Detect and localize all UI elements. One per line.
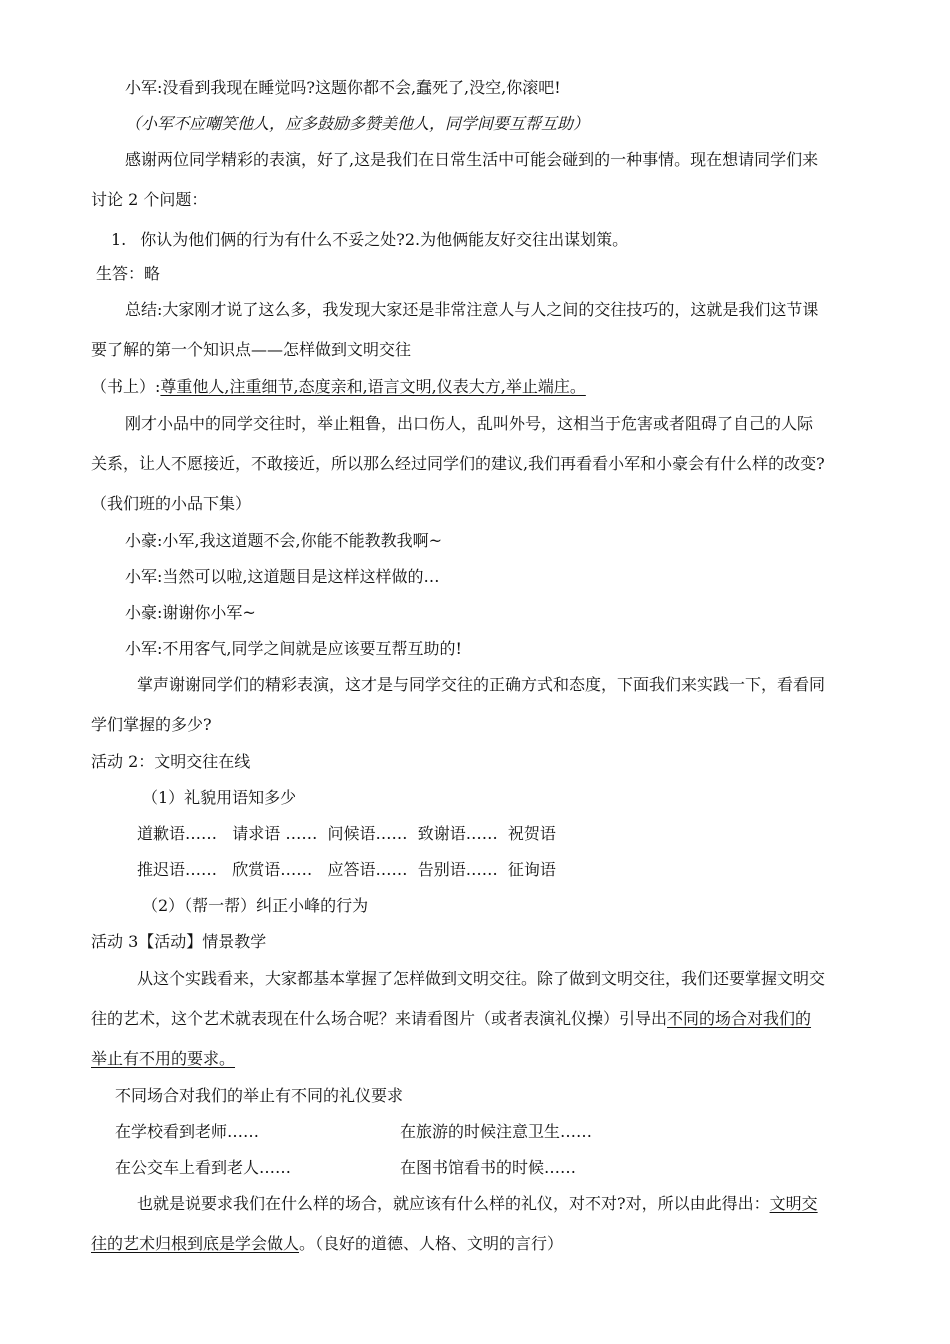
dialog-line-xiaojun: 小军:没看到我现在睡觉吗?这题你都不会,蠢死了,没空,你滚吧!: [125, 78, 561, 97]
skit-intro-line1: 刚才小品中的同学交往时，举止粗鲁，出口伤人，乱叫外号，这相当于危害或者阻碍了自己的人际: [125, 414, 814, 433]
courtesy-terms-row2: 推迟语…… 欣赏语…… 应答语…… 告别语…… 征询语: [137, 860, 556, 879]
activity2-sub1: （1）礼貌用语知多少: [142, 788, 297, 807]
skit-line: 小豪:谢谢你小军~: [125, 603, 256, 622]
thanks-paragraph-line1: 感谢两位同学精彩的表演，好了,这是我们在日常生活中可能会碰到的一种事情。现在想请同学们来: [125, 150, 819, 169]
activity3-para-line2: [91, 1009, 811, 1029]
activity3-para-line2-plain: 往的艺术，这个艺术就表现在什么场合呢？来请看图片（或者表演礼仪操）引导出: [91, 1009, 668, 1028]
conclusion-line2-plain: 。（良好的道德、人格、文明的言行）: [299, 1234, 564, 1253]
applause-line2: 学们掌握的多少?: [91, 715, 212, 734]
skit-intro-line2: 关系，让人不愿接近，不敢接近，所以那么经过同学们的建议,我们再看看小军和小豪会有什么样的改变?: [91, 454, 825, 473]
scene-item: 在图书馆看书的时候……: [400, 1158, 577, 1177]
book-prefix: （书上）:: [91, 377, 161, 396]
question-text: 你认为他们俩的行为有什么不妥之处?2.为他俩能友好交往出谋划策。: [140, 230, 629, 249]
scene-item: 在公交车上看到老人……: [115, 1158, 292, 1177]
activity2-sub2: （2）（帮一帮）纠正小峰的行为: [142, 896, 369, 915]
skit-line: 小军:不用客气,同学之间就是应该要互帮互助的!: [125, 639, 462, 658]
summary-line2: 要了解的第一个知识点——怎样做到文明交往: [91, 340, 412, 359]
courtesy-terms-row1: 道歉语…… 请求语 …… 问候语…… 致谢语…… 祝贺语: [137, 824, 556, 843]
applause-line1: 掌声谢谢同学们的精彩表演，这才是与同学交往的正确方式和态度，下面我们来实践一下，看看同: [137, 675, 826, 694]
activity3-title: 活动 3【活动】情景教学: [91, 932, 267, 951]
conclusion-line2-underlined: 往的艺术归根到底是学会做人: [91, 1234, 300, 1253]
activity3-para-line2-underlined: 不同的场合对我们的: [667, 1009, 812, 1028]
conclusion-line1: [137, 1194, 818, 1214]
scenes-heading: 不同场合对我们的举止有不同的礼仪要求: [115, 1086, 404, 1105]
skit-line: 小豪:小军,我这道题不会,你能不能教教我啊~: [125, 531, 442, 550]
conclusion-line2: [91, 1234, 563, 1254]
summary-line1: 总结:大家刚才说了这么多，我发现大家还是非常注意人与人之间的交往技巧的，这就是我们这节课: [125, 300, 819, 319]
activity3-para-line1: 从这个实践看来，大家都基本掌握了怎样做到文明交往。除了做到文明交往，我们还要掌握文明交: [137, 969, 826, 988]
skit-line: 小军:当然可以啦,这道题目是这样这样做的…: [125, 567, 440, 586]
thanks-paragraph-line2: 讨论 2 个问题：: [91, 190, 208, 209]
activity2-title: 活动 2：文明交往在线: [91, 752, 251, 771]
book-points-text: 尊重他人,注重细节,态度亲和,语言文明,仪表大方,举止端庄。: [160, 377, 586, 396]
book-points: [91, 377, 586, 397]
conclusion-line1-plain: 也就是说要求我们在什么样的场合，就应该有什么样的礼仪，对不对?对，所以由此得出：: [137, 1194, 770, 1213]
scene-item: 在学校看到老师……: [115, 1122, 260, 1141]
conclusion-line1-underlined: 文明交: [769, 1194, 818, 1213]
question-number: 1.: [111, 230, 127, 249]
activity3-para-line3: 举止有不用的要求。: [91, 1049, 236, 1068]
dialog-note: （小军不应嘲笑他人，应多鼓励多赞美他人，同学间要互帮互助）: [125, 114, 590, 133]
student-answer: 生答：略: [96, 264, 161, 283]
question-item: [111, 230, 628, 250]
scene-item: 在旅游的时候注意卫生……: [400, 1122, 593, 1141]
skit-title: （我们班的小品下集）: [91, 494, 252, 513]
